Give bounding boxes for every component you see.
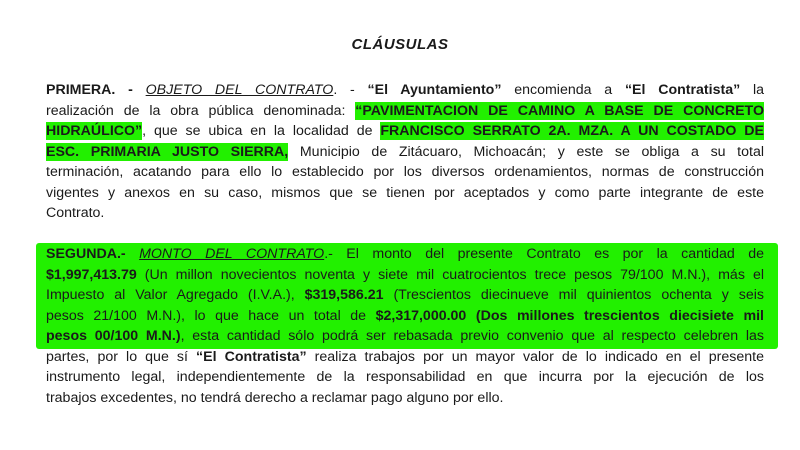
text-segment	[466, 308, 476, 324]
text-segment: SEGUNDA.-	[46, 246, 140, 262]
text-segment: pesos 21/100 M.N.), lo que hace un total de	[46, 307, 376, 324]
clause-segunda	[46, 244, 764, 408]
primera-line	[46, 162, 764, 183]
text-segment: Impuesto al Valor Agregado (I.V.A.),	[46, 287, 305, 303]
clause-primera	[46, 80, 764, 224]
text-segment: realización de la obra pública denominada:	[46, 102, 356, 119]
text-segment: (Dos millones trescientos diecisiete mil	[475, 307, 764, 324]
text-segment: instrumento legal, independientemente de la responsabilidad en que incurra por la ejecución de los	[46, 369, 764, 385]
highlighted-text: HIDRAÚLICO”	[46, 123, 143, 139]
text-segment: vigentes y anexos en su caso, mismos que se tienen por aceptados y como parte integrante de este	[46, 184, 764, 201]
text-segment: PRIMERA. -	[46, 82, 146, 98]
primera-line	[46, 142, 764, 163]
text-segment: , esta cantidad sólo podrá ser rebasada previo convenio que al respecto celebren las	[180, 328, 764, 344]
text-segment: $2,317,000.00	[375, 307, 467, 324]
segunda-line	[46, 388, 764, 409]
segunda-line	[46, 285, 764, 306]
highlighted-text: “PAVIMENTACION DE CAMINO A BASE DE CONCRETO	[355, 102, 764, 119]
text-segment: “El Ayuntamiento”	[367, 82, 502, 98]
text-segment: realiza trabajos por un mayor valor de lo indicado en el presente	[306, 348, 764, 365]
text-segment: Contrato.	[46, 205, 105, 221]
primera-line	[46, 203, 764, 224]
page-title: CLÁUSULAS	[351, 36, 449, 53]
primera-line	[46, 121, 764, 142]
text-segment: (Trescientos diecinueve mil quinientos ochenta y seis	[383, 287, 764, 303]
text-segment: . -	[333, 82, 368, 98]
text-segment: OBJETO DEL CONTRATO	[145, 82, 334, 98]
text-segment: , que se ubica en la localidad de	[142, 123, 381, 139]
text-segment: (Un millon novecientos noventa y siete mil cuatrocientos trece pesos 79/100 M.N.), más el	[136, 266, 764, 283]
text-segment: “El Contratista”	[196, 348, 307, 365]
segunda-line	[46, 244, 764, 265]
segunda-line	[46, 265, 764, 286]
text-segment: la	[740, 82, 765, 98]
text-segment: Municipio de Zitácuaro, Michoacán; y este se obliga a su total	[288, 143, 764, 160]
text-segment: .- El monto del presente Contrato es por la cantidad de	[324, 246, 764, 262]
highlighted-text: ESC. PRIMARIA JUSTO SIERRA,	[46, 143, 289, 160]
segunda-line	[46, 347, 764, 368]
highlighted-text: FRANCISCO SERRATO 2A. MZA. A UN COSTADO DE	[380, 123, 764, 139]
text-segment: $319,586.21	[304, 287, 384, 303]
primera-line	[46, 101, 764, 122]
segunda-line	[46, 367, 764, 388]
text-segment: trabajos excedentes, no tendrá derecho a reclamar pago alguno por ello.	[46, 389, 504, 406]
text-segment: encomienda a	[501, 82, 625, 98]
text-segment: $1,997,413.79	[46, 266, 137, 283]
text-segment: pesos 00/100 M.N.)	[46, 328, 181, 344]
segunda-line	[46, 306, 764, 327]
primera-line	[46, 80, 764, 101]
text-segment: partes, por lo que sí	[46, 348, 197, 365]
text-segment: “El Contratista”	[624, 82, 741, 98]
text-segment: terminación, acatando para ello lo establecido por los diversos ordenamientos, normas de construcción	[46, 164, 764, 180]
text-segment: MONTO DEL CONTRATO	[139, 246, 325, 262]
segunda-line	[46, 326, 764, 347]
primera-line	[46, 183, 764, 204]
